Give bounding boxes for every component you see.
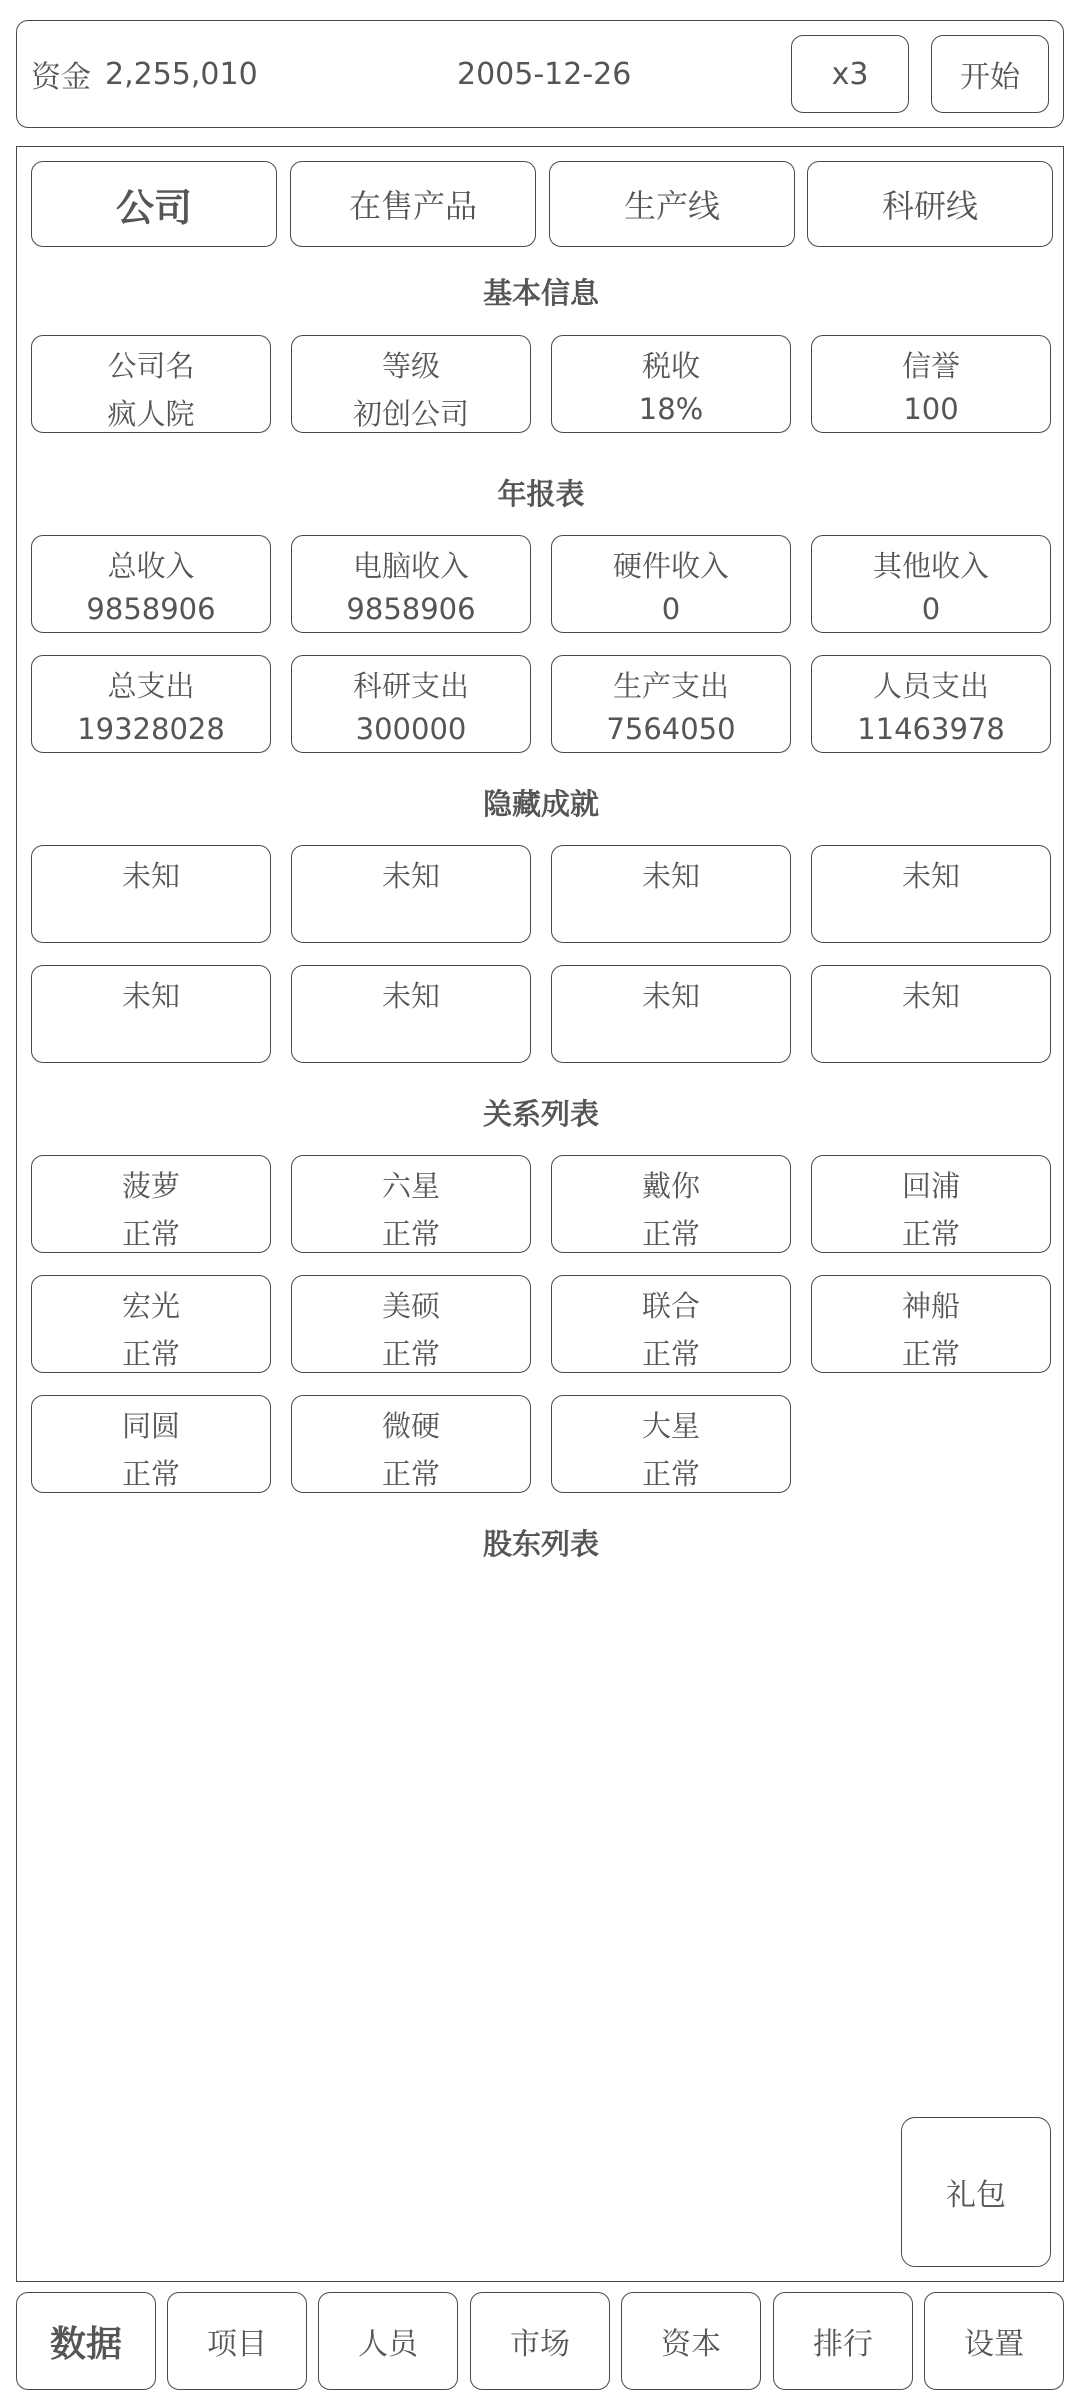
report-card-total-income bbox=[31, 535, 271, 633]
card-label: 信誉 bbox=[901, 349, 960, 383]
card-label: 等级 bbox=[381, 349, 440, 383]
relation-name: 联合 bbox=[641, 1289, 700, 1323]
nav-projects[interactable]: 项目 bbox=[167, 2292, 307, 2390]
card-value: 9858906 bbox=[346, 592, 476, 626]
card-label: 生产支出 bbox=[612, 669, 729, 703]
nav-settings[interactable]: 设置 bbox=[924, 2292, 1064, 2390]
report-card-production-expense bbox=[551, 655, 791, 753]
game-date: 2005-12-26 bbox=[457, 56, 632, 92]
relation-card[interactable] bbox=[811, 1155, 1051, 1253]
card-value: 11463978 bbox=[857, 712, 1005, 746]
relation-status: 正常 bbox=[381, 1457, 440, 1491]
relation-status: 正常 bbox=[641, 1457, 700, 1491]
card-value: 300000 bbox=[355, 712, 467, 746]
achievement-card[interactable] bbox=[551, 845, 791, 943]
relation-card[interactable] bbox=[811, 1275, 1051, 1373]
section-title-annual-report: 年报表 bbox=[497, 477, 585, 511]
card-label: 税收 bbox=[641, 349, 700, 383]
info-card-reputation bbox=[811, 335, 1051, 433]
achievement-card[interactable] bbox=[291, 845, 531, 943]
relation-status: 正常 bbox=[121, 1337, 180, 1371]
achievement-label: 未知 bbox=[641, 979, 700, 1013]
relation-status: 正常 bbox=[381, 1217, 440, 1251]
tab-company[interactable]: 公司 bbox=[31, 161, 277, 247]
relation-card[interactable] bbox=[551, 1395, 791, 1493]
achievement-label: 未知 bbox=[901, 979, 960, 1013]
card-value: 9858906 bbox=[86, 592, 216, 626]
relation-card[interactable] bbox=[31, 1155, 271, 1253]
achievement-label: 未知 bbox=[641, 859, 700, 893]
report-card-other-income bbox=[811, 535, 1051, 633]
start-button[interactable]: 开始 bbox=[931, 35, 1049, 113]
report-card-total-expense bbox=[31, 655, 271, 753]
funds-label: 资金 bbox=[31, 60, 91, 95]
card-value: 初创公司 bbox=[352, 397, 469, 431]
relation-name: 微硬 bbox=[381, 1409, 440, 1443]
card-label: 人员支出 bbox=[872, 669, 989, 703]
achievement-label: 未知 bbox=[381, 859, 440, 893]
tab-research-lines[interactable]: 科研线 bbox=[807, 161, 1053, 247]
relation-card[interactable] bbox=[291, 1395, 531, 1493]
relation-name: 大星 bbox=[641, 1409, 700, 1443]
funds-value: 2,255,010 bbox=[105, 56, 258, 92]
achievement-label: 未知 bbox=[121, 979, 180, 1013]
section-title-relations: 关系列表 bbox=[482, 1097, 599, 1131]
company-panel bbox=[16, 146, 1064, 2282]
relation-status: 正常 bbox=[641, 1337, 700, 1371]
nav-ranking[interactable]: 排行 bbox=[773, 2292, 913, 2390]
relation-name: 菠萝 bbox=[121, 1169, 180, 1203]
card-value: 18% bbox=[638, 392, 704, 426]
achievement-label: 未知 bbox=[381, 979, 440, 1013]
nav-data[interactable]: 数据 bbox=[16, 2292, 156, 2390]
relation-status: 正常 bbox=[121, 1457, 180, 1491]
card-value: 0 bbox=[921, 592, 941, 626]
card-label: 科研支出 bbox=[352, 669, 469, 703]
relation-status: 正常 bbox=[641, 1217, 700, 1251]
speed-button[interactable]: x3 bbox=[791, 35, 909, 113]
relation-card[interactable] bbox=[551, 1275, 791, 1373]
relation-name: 同圆 bbox=[121, 1409, 180, 1443]
relation-card[interactable] bbox=[291, 1155, 531, 1253]
relation-status: 正常 bbox=[901, 1337, 960, 1371]
report-card-research-expense bbox=[291, 655, 531, 753]
achievement-card[interactable] bbox=[811, 845, 1051, 943]
relation-name: 神船 bbox=[901, 1289, 960, 1323]
section-title-achievements: 隐藏成就 bbox=[482, 787, 599, 821]
achievement-card[interactable] bbox=[551, 965, 791, 1063]
tab-products-on-sale[interactable]: 在售产品 bbox=[290, 161, 536, 247]
card-label: 总收入 bbox=[107, 549, 195, 583]
achievement-label: 未知 bbox=[121, 859, 180, 893]
gift-pack-button[interactable]: 礼包 bbox=[901, 2117, 1051, 2267]
card-value: 19328028 bbox=[77, 712, 225, 746]
relation-name: 六星 bbox=[381, 1169, 440, 1203]
relation-card[interactable] bbox=[31, 1275, 271, 1373]
info-card-tax bbox=[551, 335, 791, 433]
card-label: 总支出 bbox=[107, 669, 195, 703]
relation-card[interactable] bbox=[291, 1275, 531, 1373]
relation-name: 回浦 bbox=[901, 1169, 960, 1203]
card-label: 电脑收入 bbox=[352, 549, 469, 583]
funds-display bbox=[31, 21, 258, 127]
relation-name: 宏光 bbox=[121, 1289, 180, 1323]
relation-name: 戴你 bbox=[641, 1169, 700, 1203]
card-label: 硬件收入 bbox=[612, 549, 729, 583]
info-card-level bbox=[291, 335, 531, 433]
nav-market[interactable]: 市场 bbox=[470, 2292, 610, 2390]
report-card-staff-expense bbox=[811, 655, 1051, 753]
relation-status: 正常 bbox=[901, 1217, 960, 1251]
card-label: 公司名 bbox=[107, 349, 195, 383]
card-value: 疯人院 bbox=[107, 397, 195, 431]
achievement-card[interactable] bbox=[31, 845, 271, 943]
nav-staff[interactable]: 人员 bbox=[318, 2292, 458, 2390]
info-card-company-name bbox=[31, 335, 271, 433]
report-card-computer-income bbox=[291, 535, 531, 633]
achievement-card[interactable] bbox=[811, 965, 1051, 1063]
report-card-hardware-income bbox=[551, 535, 791, 633]
section-title-basic-info: 基本信息 bbox=[482, 276, 599, 310]
relation-card[interactable] bbox=[551, 1155, 791, 1253]
achievement-label: 未知 bbox=[901, 859, 960, 893]
card-value: 0 bbox=[661, 592, 681, 626]
relation-status: 正常 bbox=[381, 1337, 440, 1371]
achievement-card[interactable] bbox=[31, 965, 271, 1063]
nav-capital[interactable]: 资本 bbox=[621, 2292, 761, 2390]
relation-name: 美硕 bbox=[381, 1289, 440, 1323]
relation-status: 正常 bbox=[121, 1217, 180, 1251]
card-label: 其他收入 bbox=[872, 549, 989, 583]
relation-card[interactable] bbox=[31, 1395, 271, 1493]
card-value: 100 bbox=[903, 392, 959, 426]
tab-production-lines[interactable]: 生产线 bbox=[549, 161, 795, 247]
card-value: 7564050 bbox=[606, 712, 736, 746]
achievement-card[interactable] bbox=[291, 965, 531, 1063]
top-status-bar bbox=[16, 20, 1064, 128]
section-title-shareholders: 股东列表 bbox=[482, 1527, 599, 1561]
